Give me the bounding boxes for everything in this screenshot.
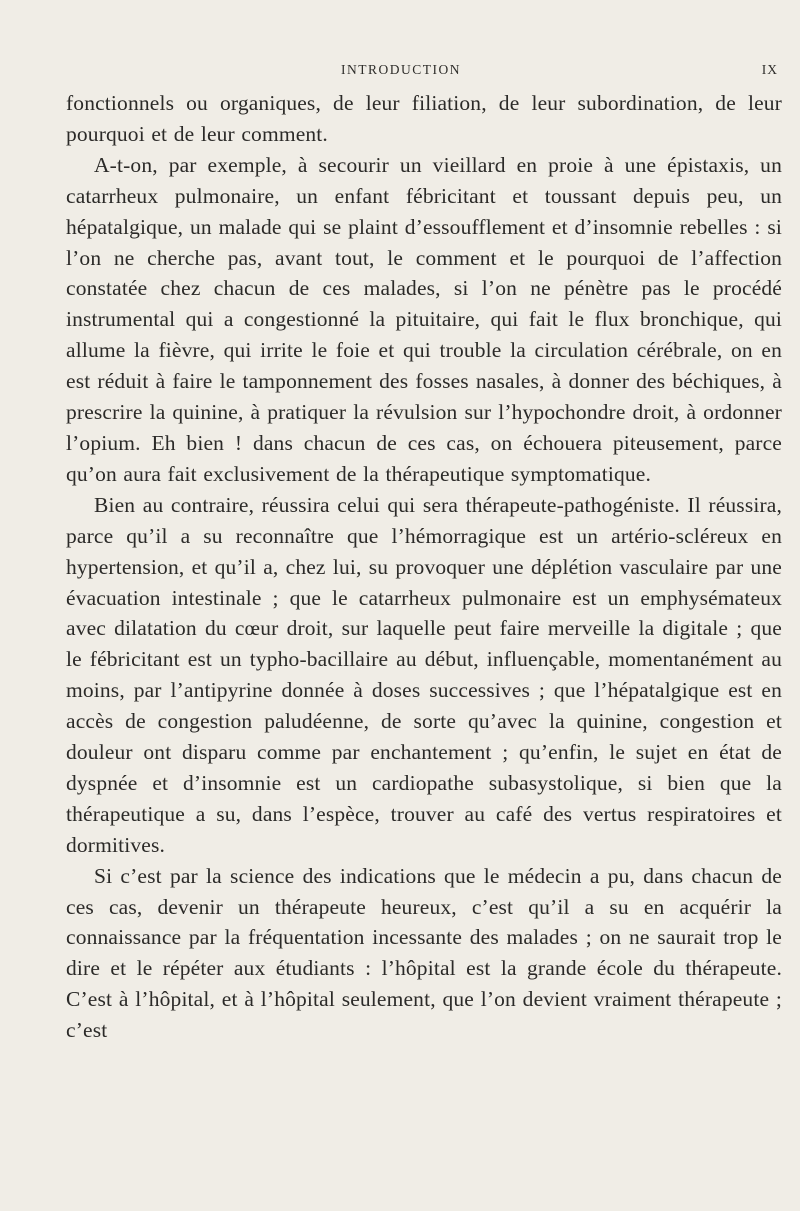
page-number: IX: [761, 62, 778, 77]
paragraph: Si c’est par la science des indications que le médecin a pu, dans chacun de ces cas, devenir un thérapeute heureux, c’est qu’il a su en acquérir la connaissance par la fréquentation incessante des malades ; on ne saurait trop le dire et le répéter aux étudiants : l’hôpital est la grande école du thérapeute. C’est à l’hôpital, et à l’hôpital seulement, que l’on devient vraiment thérapeute ; c’est: [66, 863, 782, 1043]
running-head: INTRODUCTION: [341, 62, 461, 77]
paragraph-continuation: fonctionnels ou organiques, de leur filiation, de leur subordination, de leur pourquoi et de leur comment.: [66, 91, 782, 146]
paragraph: Bien au contraire, réussira celui qui sera thérapeute-pathogéniste. Il réussira, parce qu’il a su reconnaître que l’hémorragique est un artério-scléreux en hypertension, et qu’il a, chez lui, su provoquer une déplétion vasculaire par une évacuation intestinale ; que le catarrheux pulmonaire est un emphysémateux avec dilatation du cœur droit, sur laquelle peut faire merveille la digitale ; que le fébricitant est un typho-bacillaire au début, influençable, momentanément au moins, par l’antipyrine donnée à doses successives ; que l’hépatalgique est en accès de congestion paludéenne, de sorte qu’avec la quinine, congestion et douleur ont disparu comme par enchantement ; qu’enfin, le sujet en état de dyspnée et d’insomnie est un cardiopathe subasystolique, si bien que la thérapeutique a su, dans l’espèce, trouver au café des vertus respiratoires et dormitives.: [66, 492, 782, 857]
body-text: [66, 88, 782, 1046]
paragraph: A-t-on, par exemple, à secourir un vieillard en proie à une épistaxis, un catarrheux pulmonaire, un enfant fébricitant et toussant depuis peu, un hépatalgique, un malade qui se plaint d’essoufflement et d’insomnie rebelles : si l’on ne cherche pas, avant tout, le comment et le pourquoi de l’affection constatée chez chacun de ces malades, si l’on ne pénètre pas le procédé instrumental qui a congestionné la pituitaire, qui fait le flux bronchique, qui allume la fièvre, qui irrite le foie et qui trouble la circulation cérébrale, on en est réduit à faire le tamponnement des fosses nasales, à donner des béchiques, à prescrire la quinine, à pratiquer la révulsion sur l’hypochondre droit, à ordonner l’opium. Eh bien ! dans chacun de ces cas, on échouera piteusement, parce qu’on aura fait exclusivement de la thérapeutique symptomatique.: [66, 152, 782, 486]
